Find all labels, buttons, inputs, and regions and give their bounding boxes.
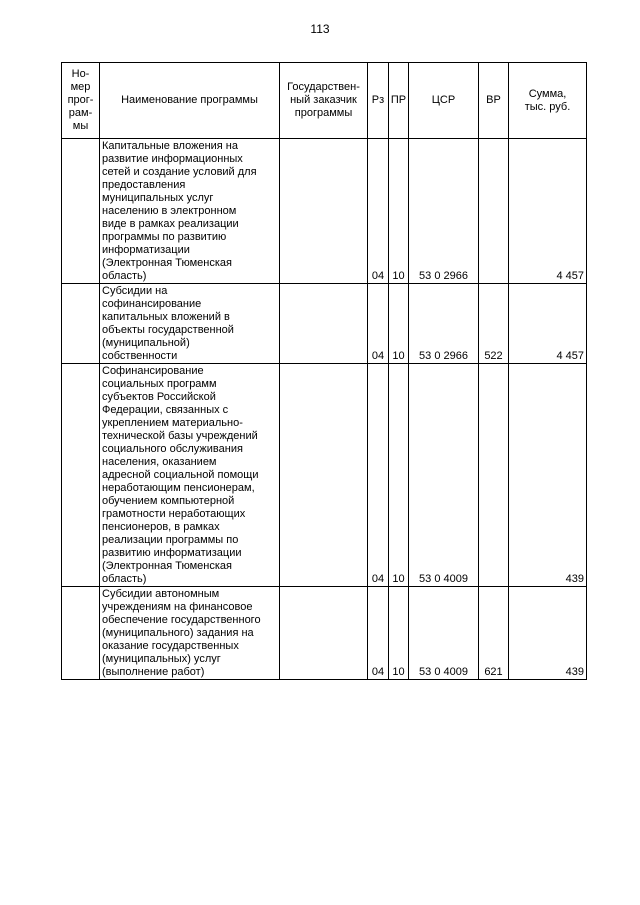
cell-number [62,364,100,587]
cell-sum: 4 457 [509,284,587,364]
table-header-row [62,63,587,139]
cell-program-name: Субсидии на софинансирование капитальных вложений в объекты государственной (муниципальной) собственности [100,284,280,364]
header-sum: Сумма, тыс. руб. [509,63,587,139]
cell-customer [280,587,368,680]
cell-program-name: Субсидии автономным учреждениям на финансовое обеспечение государственного (муниципального) задания на оказание государственных (муниципальных) услуг (выполнение работ) [100,587,280,680]
header-program-name: Наименование программы [100,63,280,139]
header-program-number: Но- мер прог- рам- мы [62,63,100,139]
cell-pr: 10 [389,587,409,680]
table-row [62,587,587,680]
header-customer: Государствен- ный заказчик программы [280,63,368,139]
cell-sum: 439 [509,364,587,587]
cell-vr: 522 [479,284,509,364]
cell-pr: 10 [389,139,409,284]
cell-vr: 621 [479,587,509,680]
cell-rz: 04 [368,284,389,364]
cell-sum: 4 457 [509,139,587,284]
cell-number [62,587,100,680]
header-csr: ЦСР [409,63,479,139]
cell-customer [280,364,368,587]
cell-pr: 10 [389,364,409,587]
cell-vr [479,364,509,587]
table-row [62,364,587,587]
cell-csr: 53 0 4009 [409,364,479,587]
cell-csr: 53 0 2966 [409,284,479,364]
cell-program-name: Софинансирование социальных программ субъектов Российской Федерации, связанных с укреплением материально- технической базы учреждений социального обслуживания населения, оказанием адресной социальной помощи неработающим пенсионерам, обучением компьютерной грамотности неработающих пенсионеров, в рамках реализации программы по развитию информатизации (Электронная Тюменская область) [100,364,280,587]
cell-rz: 04 [368,139,389,284]
cell-vr [479,139,509,284]
cell-csr: 53 0 4009 [409,587,479,680]
cell-rz: 04 [368,587,389,680]
cell-customer [280,139,368,284]
cell-sum: 439 [509,587,587,680]
cell-customer [280,284,368,364]
header-pr: ПР [389,63,409,139]
cell-rz: 04 [368,364,389,587]
cell-csr: 53 0 2966 [409,139,479,284]
header-vr: ВР [479,63,509,139]
page-number: 113 [310,22,330,36]
header-rz: Рз [368,63,389,139]
budget-table [61,62,587,680]
table-row [62,139,587,284]
cell-number [62,284,100,364]
cell-program-name: Капитальные вложения на развитие информационных сетей и создание условий для предоставления муниципальных услуг населению в электронном виде в рамках реализации программы по развитию информатизации (Электронная Тюменская область) [100,139,280,284]
table-row [62,284,587,364]
cell-number [62,139,100,284]
cell-pr: 10 [389,284,409,364]
